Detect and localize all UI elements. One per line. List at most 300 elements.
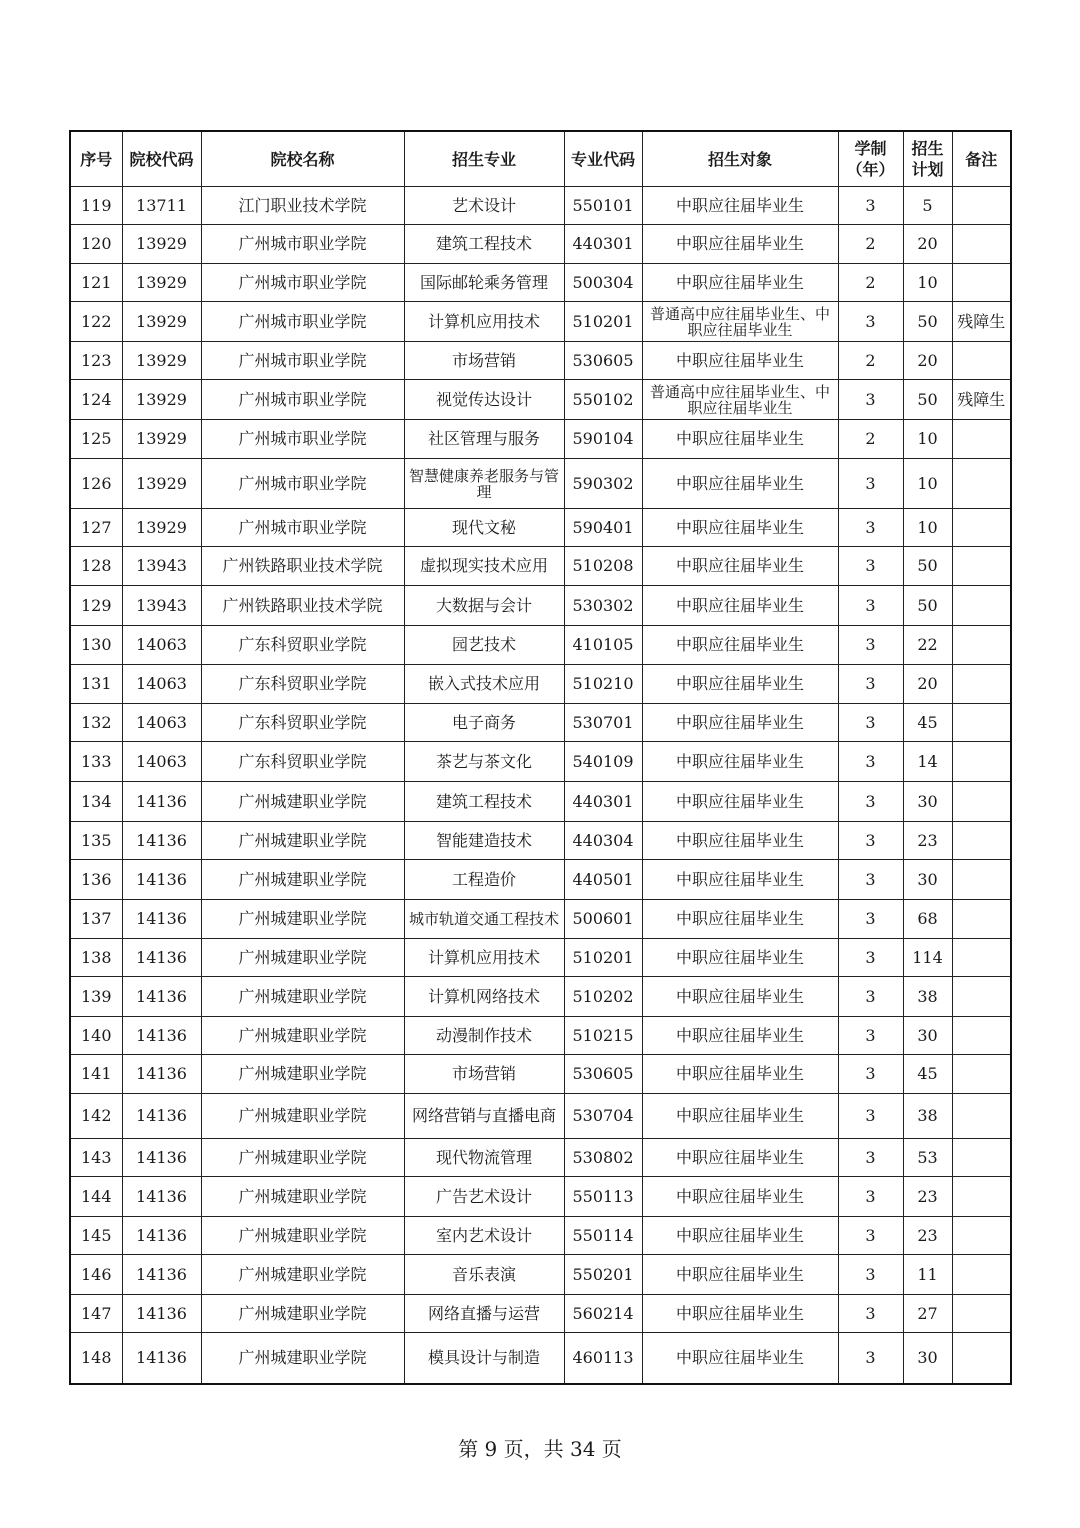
page-footer: 第 9 页，共 34 页 — [458, 1437, 622, 1461]
cell-major-code: 510208 — [564, 547, 642, 586]
cell-duration: 3 — [838, 547, 903, 586]
cell-school-code: 14136 — [122, 1295, 201, 1333]
cell-plan: 23 — [903, 822, 952, 860]
header-plan: 招生计划 — [903, 131, 952, 187]
cell-duration: 3 — [838, 1255, 903, 1295]
cell-major: 计算机应用技术 — [404, 939, 564, 977]
cell-plan: 14 — [903, 742, 952, 782]
cell-seq: 131 — [70, 665, 122, 704]
table-row — [70, 1255, 1011, 1295]
cell-major-code: 530701 — [564, 704, 642, 742]
cell-plan: 30 — [903, 1333, 952, 1384]
cell-plan: 10 — [903, 509, 952, 547]
cell-target: 中职应往届毕业生 — [642, 1217, 838, 1255]
cell-seq: 123 — [70, 342, 122, 380]
cell-major-code: 510210 — [564, 665, 642, 704]
cell-seq: 124 — [70, 380, 122, 420]
cell-seq: 120 — [70, 225, 122, 264]
cell-major: 计算机应用技术 — [404, 302, 564, 342]
cell-school-name: 江门职业技术学院 — [201, 187, 404, 225]
cell-seq: 145 — [70, 1217, 122, 1255]
cell-major-code: 540109 — [564, 742, 642, 782]
cell-note — [952, 264, 1011, 302]
cell-school-name: 广州城建职业学院 — [201, 1055, 404, 1094]
cell-target: 中职应往届毕业生 — [642, 626, 838, 665]
table-row — [70, 900, 1011, 939]
cell-note — [952, 1094, 1011, 1139]
cell-major: 市场营销 — [404, 1055, 564, 1094]
cell-note — [952, 1177, 1011, 1217]
cell-school-name: 广东科贸职业学院 — [201, 626, 404, 665]
cell-duration: 3 — [838, 1017, 903, 1055]
cell-target: 中职应往届毕业生 — [642, 1333, 838, 1384]
cell-note — [952, 225, 1011, 264]
cell-duration: 2 — [838, 264, 903, 302]
cell-seq: 129 — [70, 586, 122, 626]
cell-major-code: 590302 — [564, 459, 642, 509]
cell-major-code: 530605 — [564, 342, 642, 380]
cell-major-code: 530605 — [564, 1055, 642, 1094]
cell-target: 中职应往届毕业生 — [642, 1017, 838, 1055]
cell-note — [952, 900, 1011, 939]
cell-plan: 30 — [903, 860, 952, 900]
table-row — [70, 822, 1011, 860]
cell-target: 中职应往届毕业生 — [642, 822, 838, 860]
header-duration: 学制（年） — [838, 131, 903, 187]
cell-school-code: 13943 — [122, 586, 201, 626]
cell-note — [952, 1255, 1011, 1295]
cell-target: 中职应往届毕业生 — [642, 704, 838, 742]
cell-note — [952, 547, 1011, 586]
cell-school-code: 14136 — [122, 1217, 201, 1255]
cell-target: 普通高中应往届毕业生、中职应往届毕业生 — [642, 380, 838, 420]
cell-seq: 137 — [70, 900, 122, 939]
cell-major-code: 510215 — [564, 1017, 642, 1055]
cell-major-code: 460113 — [564, 1333, 642, 1384]
enrollment-table — [69, 130, 1012, 1385]
cell-major: 计算机网络技术 — [404, 977, 564, 1017]
cell-target: 普通高中应往届毕业生、中职应往届毕业生 — [642, 302, 838, 342]
cell-school-code: 13943 — [122, 547, 201, 586]
cell-major: 艺术设计 — [404, 187, 564, 225]
cell-major-code: 550114 — [564, 1217, 642, 1255]
cell-major: 动漫制作技术 — [404, 1017, 564, 1055]
cell-seq: 144 — [70, 1177, 122, 1217]
cell-school-name: 广州城建职业学院 — [201, 1217, 404, 1255]
cell-major: 建筑工程技术 — [404, 225, 564, 264]
cell-school-name: 广州城市职业学院 — [201, 380, 404, 420]
table-row — [70, 187, 1011, 225]
table-row — [70, 1017, 1011, 1055]
cell-note — [952, 187, 1011, 225]
cell-note — [952, 509, 1011, 547]
cell-plan: 50 — [903, 547, 952, 586]
cell-plan: 23 — [903, 1177, 952, 1217]
cell-major-code: 550102 — [564, 380, 642, 420]
cell-school-name: 广州城市职业学院 — [201, 420, 404, 459]
cell-target: 中职应往届毕业生 — [642, 420, 838, 459]
cell-target: 中职应往届毕业生 — [642, 264, 838, 302]
cell-school-code: 14063 — [122, 665, 201, 704]
cell-duration: 3 — [838, 822, 903, 860]
cell-plan: 50 — [903, 586, 952, 626]
table-row — [70, 547, 1011, 586]
cell-major: 现代文秘 — [404, 509, 564, 547]
cell-note — [952, 586, 1011, 626]
cell-note — [952, 626, 1011, 665]
cell-school-code: 14136 — [122, 1255, 201, 1295]
cell-target: 中职应往届毕业生 — [642, 1177, 838, 1217]
cell-seq: 135 — [70, 822, 122, 860]
cell-school-code: 14063 — [122, 742, 201, 782]
cell-school-name: 广州城建职业学院 — [201, 782, 404, 822]
cell-plan: 5 — [903, 187, 952, 225]
cell-school-name: 广州城建职业学院 — [201, 1255, 404, 1295]
cell-major-code: 510201 — [564, 939, 642, 977]
cell-note — [952, 1217, 1011, 1255]
header-school-code: 院校代码 — [122, 131, 201, 187]
cell-note — [952, 939, 1011, 977]
cell-plan: 45 — [903, 704, 952, 742]
cell-duration: 2 — [838, 420, 903, 459]
cell-school-name: 广东科贸职业学院 — [201, 704, 404, 742]
cell-major: 茶艺与茶文化 — [404, 742, 564, 782]
cell-school-name: 广州城建职业学院 — [201, 1139, 404, 1177]
cell-seq: 126 — [70, 459, 122, 509]
header-major: 招生专业 — [404, 131, 564, 187]
cell-seq: 133 — [70, 742, 122, 782]
cell-school-code: 14136 — [122, 1139, 201, 1177]
cell-school-code: 13929 — [122, 342, 201, 380]
cell-school-name: 广州城建职业学院 — [201, 977, 404, 1017]
cell-target: 中职应往届毕业生 — [642, 1295, 838, 1333]
cell-plan: 10 — [903, 420, 952, 459]
table-row — [70, 225, 1011, 264]
cell-plan: 68 — [903, 900, 952, 939]
cell-school-code: 14136 — [122, 977, 201, 1017]
table-row — [70, 264, 1011, 302]
cell-major-code: 500304 — [564, 264, 642, 302]
cell-target: 中职应往届毕业生 — [642, 742, 838, 782]
cell-seq: 122 — [70, 302, 122, 342]
cell-major: 智能建造技术 — [404, 822, 564, 860]
cell-major: 国际邮轮乘务管理 — [404, 264, 564, 302]
table-row — [70, 626, 1011, 665]
cell-plan: 114 — [903, 939, 952, 977]
cell-duration: 3 — [838, 1217, 903, 1255]
cell-target: 中职应往届毕业生 — [642, 342, 838, 380]
cell-school-code: 13929 — [122, 509, 201, 547]
cell-school-name: 广州城市职业学院 — [201, 342, 404, 380]
cell-major: 工程造价 — [404, 860, 564, 900]
cell-note — [952, 742, 1011, 782]
cell-school-code: 14063 — [122, 626, 201, 665]
cell-note — [952, 822, 1011, 860]
cell-note — [952, 860, 1011, 900]
cell-target: 中职应往届毕业生 — [642, 225, 838, 264]
cell-seq: 142 — [70, 1094, 122, 1139]
cell-major: 视觉传达设计 — [404, 380, 564, 420]
cell-duration: 3 — [838, 742, 903, 782]
cell-major-code: 500601 — [564, 900, 642, 939]
cell-school-code: 13929 — [122, 380, 201, 420]
cell-major: 大数据与会计 — [404, 586, 564, 626]
cell-duration: 3 — [838, 1055, 903, 1094]
cell-major-code: 530704 — [564, 1094, 642, 1139]
cell-target: 中职应往届毕业生 — [642, 939, 838, 977]
cell-school-name: 广州城建职业学院 — [201, 900, 404, 939]
cell-target: 中职应往届毕业生 — [642, 900, 838, 939]
cell-major-code: 440501 — [564, 860, 642, 900]
cell-duration: 3 — [838, 380, 903, 420]
header-school-name: 院校名称 — [201, 131, 404, 187]
cell-major: 建筑工程技术 — [404, 782, 564, 822]
table-row — [70, 1055, 1011, 1094]
cell-duration: 3 — [838, 302, 903, 342]
cell-duration: 3 — [838, 900, 903, 939]
cell-school-code: 14136 — [122, 900, 201, 939]
cell-seq: 136 — [70, 860, 122, 900]
cell-school-name: 广州铁路职业技术学院 — [201, 586, 404, 626]
cell-target: 中职应往届毕业生 — [642, 860, 838, 900]
cell-school-name: 广州城建职业学院 — [201, 1017, 404, 1055]
cell-school-code: 13929 — [122, 264, 201, 302]
cell-duration: 3 — [838, 704, 903, 742]
cell-target: 中职应往届毕业生 — [642, 1055, 838, 1094]
cell-plan: 53 — [903, 1139, 952, 1177]
cell-major: 现代物流管理 — [404, 1139, 564, 1177]
cell-plan: 50 — [903, 380, 952, 420]
cell-target: 中职应往届毕业生 — [642, 187, 838, 225]
cell-school-code: 13711 — [122, 187, 201, 225]
cell-seq: 119 — [70, 187, 122, 225]
cell-major-code: 440304 — [564, 822, 642, 860]
cell-seq: 147 — [70, 1295, 122, 1333]
cell-note — [952, 782, 1011, 822]
cell-major-code: 590104 — [564, 420, 642, 459]
cell-school-name: 广州城建职业学院 — [201, 1177, 404, 1217]
cell-major: 广告艺术设计 — [404, 1177, 564, 1217]
cell-major-code: 440301 — [564, 782, 642, 822]
table-row — [70, 782, 1011, 822]
table-row — [70, 742, 1011, 782]
cell-seq: 130 — [70, 626, 122, 665]
cell-target: 中职应往届毕业生 — [642, 782, 838, 822]
cell-seq: 148 — [70, 1333, 122, 1384]
cell-school-name: 广东科贸职业学院 — [201, 665, 404, 704]
cell-major-code: 530302 — [564, 586, 642, 626]
header-seq: 序号 — [70, 131, 122, 187]
cell-duration: 3 — [838, 1139, 903, 1177]
cell-seq: 128 — [70, 547, 122, 586]
cell-duration: 3 — [838, 459, 903, 509]
cell-major: 市场营销 — [404, 342, 564, 380]
cell-major: 智慧健康养老服务与管理 — [404, 459, 564, 509]
cell-school-name: 广州城建职业学院 — [201, 939, 404, 977]
cell-school-code: 14136 — [122, 860, 201, 900]
table-row — [70, 1139, 1011, 1177]
cell-school-name: 广州铁路职业技术学院 — [201, 547, 404, 586]
cell-plan: 11 — [903, 1255, 952, 1295]
cell-major-code: 440301 — [564, 225, 642, 264]
cell-note: 残障生 — [952, 302, 1011, 342]
cell-seq: 125 — [70, 420, 122, 459]
cell-duration: 3 — [838, 782, 903, 822]
table-row — [70, 1177, 1011, 1217]
table-row — [70, 1333, 1011, 1384]
cell-note — [952, 704, 1011, 742]
cell-major: 园艺技术 — [404, 626, 564, 665]
table-row — [70, 860, 1011, 900]
table-row — [70, 380, 1011, 420]
cell-note — [952, 1017, 1011, 1055]
cell-seq: 146 — [70, 1255, 122, 1295]
cell-seq: 138 — [70, 939, 122, 977]
cell-target: 中职应往届毕业生 — [642, 1094, 838, 1139]
cell-school-code: 14136 — [122, 1055, 201, 1094]
cell-duration: 3 — [838, 1177, 903, 1217]
cell-duration: 3 — [838, 1295, 903, 1333]
cell-major-code: 560214 — [564, 1295, 642, 1333]
cell-school-name: 广州城市职业学院 — [201, 459, 404, 509]
header-target: 招生对象 — [642, 131, 838, 187]
cell-school-code: 14136 — [122, 822, 201, 860]
cell-plan: 10 — [903, 264, 952, 302]
cell-school-name: 广州城建职业学院 — [201, 1295, 404, 1333]
cell-note — [952, 420, 1011, 459]
table-row — [70, 1217, 1011, 1255]
cell-duration: 3 — [838, 665, 903, 704]
table-row — [70, 420, 1011, 459]
cell-school-code: 13929 — [122, 225, 201, 264]
cell-major-code: 550113 — [564, 1177, 642, 1217]
cell-seq: 121 — [70, 264, 122, 302]
cell-major: 网络直播与运营 — [404, 1295, 564, 1333]
cell-plan: 20 — [903, 225, 952, 264]
cell-duration: 3 — [838, 586, 903, 626]
cell-seq: 132 — [70, 704, 122, 742]
cell-seq: 140 — [70, 1017, 122, 1055]
cell-target: 中职应往届毕业生 — [642, 977, 838, 1017]
cell-school-name: 广东科贸职业学院 — [201, 742, 404, 782]
cell-duration: 3 — [838, 1094, 903, 1139]
cell-school-code: 14136 — [122, 1177, 201, 1217]
table-row — [70, 1295, 1011, 1333]
cell-plan: 27 — [903, 1295, 952, 1333]
cell-duration: 3 — [838, 939, 903, 977]
cell-school-code: 14136 — [122, 1017, 201, 1055]
cell-major-code: 510201 — [564, 302, 642, 342]
cell-plan: 30 — [903, 1017, 952, 1055]
cell-plan: 23 — [903, 1217, 952, 1255]
cell-duration: 2 — [838, 342, 903, 380]
cell-school-code: 14063 — [122, 704, 201, 742]
cell-major-code: 410105 — [564, 626, 642, 665]
cell-major: 嵌入式技术应用 — [404, 665, 564, 704]
cell-duration: 3 — [838, 187, 903, 225]
header-note: 备注 — [952, 131, 1011, 187]
cell-plan: 38 — [903, 977, 952, 1017]
cell-school-name: 广州城市职业学院 — [201, 264, 404, 302]
cell-plan: 10 — [903, 459, 952, 509]
cell-major: 音乐表演 — [404, 1255, 564, 1295]
cell-duration: 3 — [838, 626, 903, 665]
cell-seq: 127 — [70, 509, 122, 547]
cell-duration: 3 — [838, 1333, 903, 1384]
cell-school-name: 广州城市职业学院 — [201, 302, 404, 342]
cell-school-code: 13929 — [122, 420, 201, 459]
cell-duration: 2 — [838, 225, 903, 264]
cell-note — [952, 1055, 1011, 1094]
cell-target: 中职应往届毕业生 — [642, 459, 838, 509]
header-major-code: 专业代码 — [564, 131, 642, 187]
cell-note — [952, 1295, 1011, 1333]
cell-school-name: 广州城市职业学院 — [201, 509, 404, 547]
cell-plan: 20 — [903, 342, 952, 380]
cell-note — [952, 459, 1011, 509]
table-row — [70, 665, 1011, 704]
cell-note — [952, 1139, 1011, 1177]
cell-school-code: 13929 — [122, 302, 201, 342]
table-row — [70, 509, 1011, 547]
table-row — [70, 459, 1011, 509]
cell-major: 电子商务 — [404, 704, 564, 742]
cell-plan: 22 — [903, 626, 952, 665]
table-row — [70, 302, 1011, 342]
cell-note: 残障生 — [952, 380, 1011, 420]
table-body — [70, 187, 1011, 1384]
cell-major: 室内艺术设计 — [404, 1217, 564, 1255]
cell-seq: 139 — [70, 977, 122, 1017]
cell-seq: 143 — [70, 1139, 122, 1177]
cell-plan: 45 — [903, 1055, 952, 1094]
cell-school-code: 14136 — [122, 1094, 201, 1139]
cell-school-code: 14136 — [122, 939, 201, 977]
cell-duration: 3 — [838, 860, 903, 900]
table-row — [70, 977, 1011, 1017]
cell-target: 中职应往届毕业生 — [642, 1139, 838, 1177]
cell-school-name: 广州城市职业学院 — [201, 225, 404, 264]
cell-note — [952, 1333, 1011, 1384]
cell-plan: 50 — [903, 302, 952, 342]
table-row — [70, 342, 1011, 380]
cell-note — [952, 977, 1011, 1017]
table-row — [70, 939, 1011, 977]
cell-school-name: 广州城建职业学院 — [201, 1333, 404, 1384]
cell-duration: 3 — [838, 509, 903, 547]
cell-seq: 141 — [70, 1055, 122, 1094]
cell-major: 社区管理与服务 — [404, 420, 564, 459]
cell-major: 虚拟现实技术应用 — [404, 547, 564, 586]
cell-plan: 38 — [903, 1094, 952, 1139]
cell-seq: 134 — [70, 782, 122, 822]
cell-major-code: 550201 — [564, 1255, 642, 1295]
cell-target: 中职应往届毕业生 — [642, 1255, 838, 1295]
cell-major: 城市轨道交通工程技术 — [404, 900, 564, 939]
header-row — [70, 131, 1011, 187]
cell-school-code: 13929 — [122, 459, 201, 509]
cell-duration: 3 — [838, 977, 903, 1017]
table-row — [70, 704, 1011, 742]
cell-major: 网络营销与直播电商 — [404, 1094, 564, 1139]
cell-plan: 20 — [903, 665, 952, 704]
table-row — [70, 1094, 1011, 1139]
cell-major: 模具设计与制造 — [404, 1333, 564, 1384]
cell-major-code: 510202 — [564, 977, 642, 1017]
cell-school-code: 14136 — [122, 782, 201, 822]
cell-school-name: 广州城建职业学院 — [201, 1094, 404, 1139]
cell-major-code: 590401 — [564, 509, 642, 547]
